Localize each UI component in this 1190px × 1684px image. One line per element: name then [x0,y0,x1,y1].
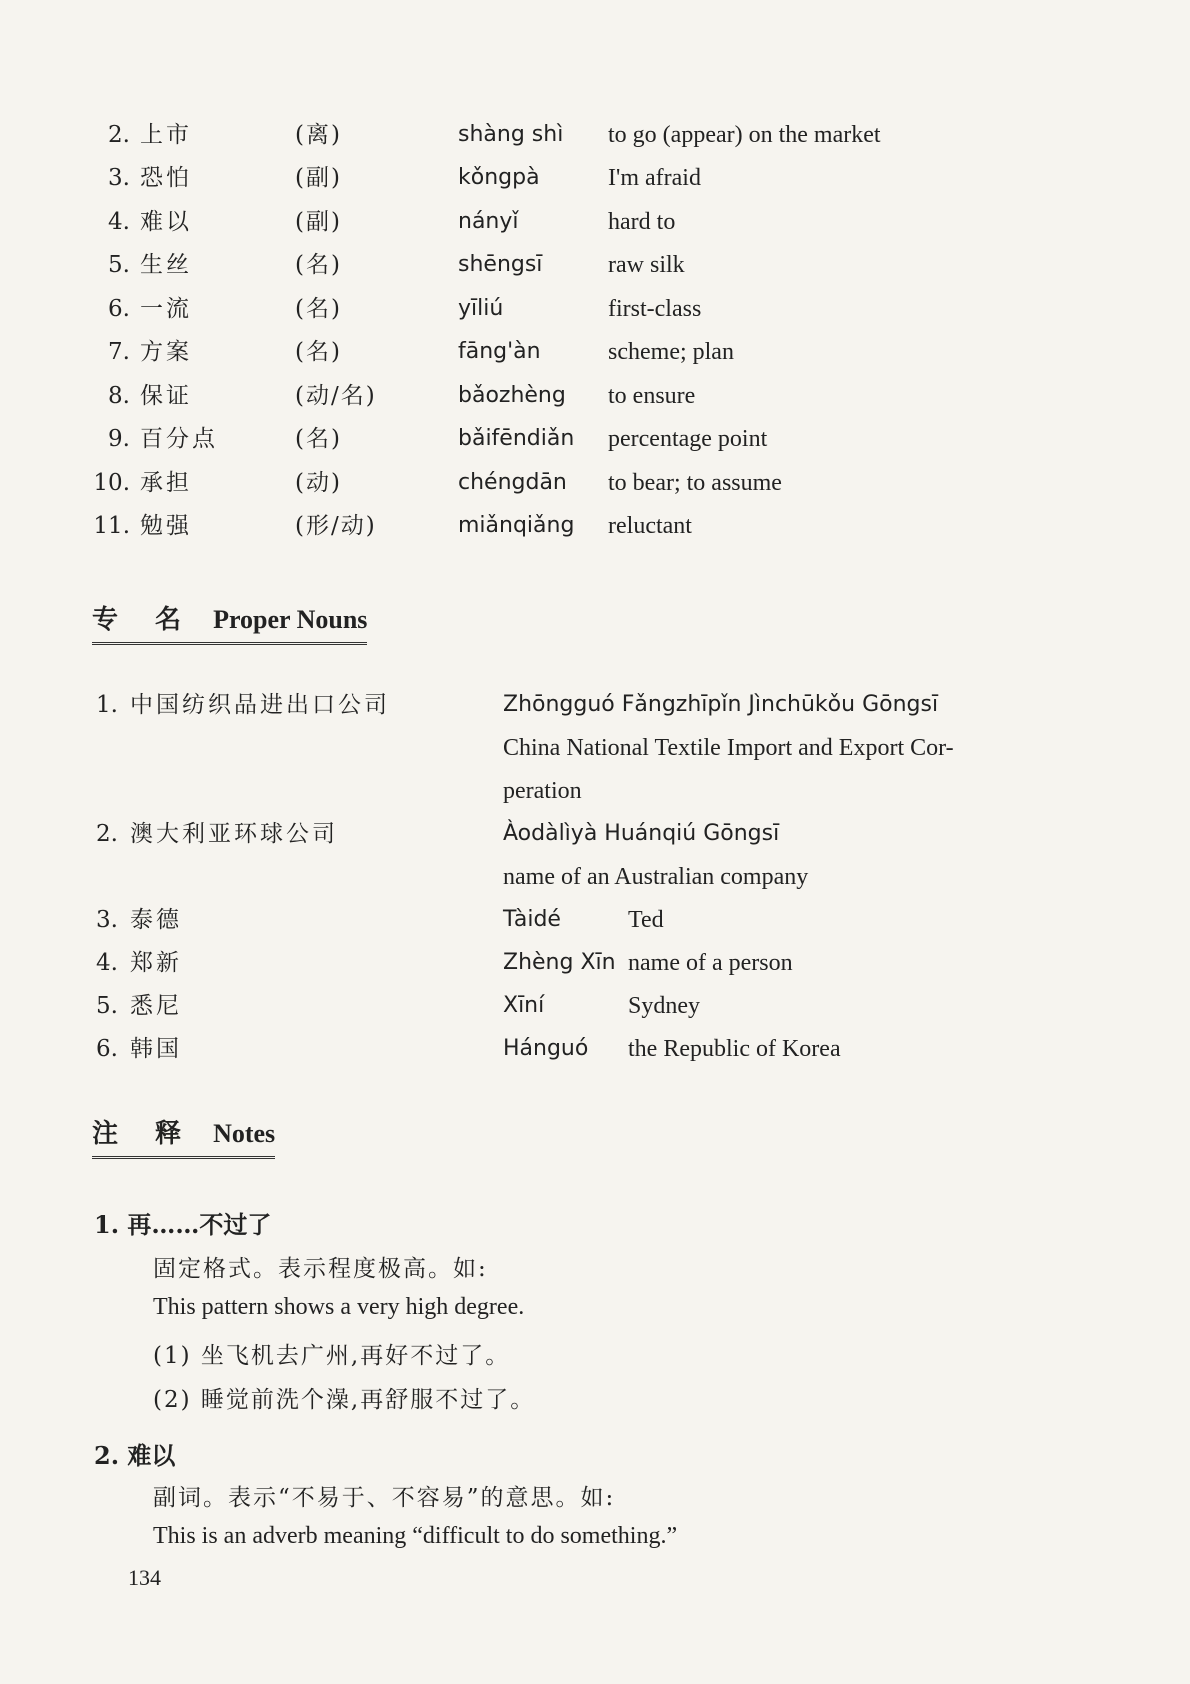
vocab-row [0,376,1190,416]
vocab-pinyin: bǎifēndiǎn [458,426,575,451]
vocab-chinese: 勉强 [140,513,192,539]
vocab-row [0,289,1190,329]
vocab-number: 6. [108,296,130,322]
proper-noun-english-line [0,857,1190,897]
vocab-pinyin: nányǐ [458,209,519,234]
vocab-part-of-speech: (动/名) [295,383,377,409]
note-title: 1. 再……不过了 [94,1210,272,1239]
vocab-row [0,463,1190,503]
heading-chinese: 注 释 [92,1119,196,1149]
vocab-number: 10. [93,470,130,496]
vocab-part-of-speech: (名) [295,252,342,278]
vocab-part-of-speech: (形/动) [295,513,377,539]
vocab-row [0,419,1190,459]
vocab-english: to go (appear) on the market [608,122,881,148]
vocab-number: 9. [108,426,130,452]
proper-noun-number: 5. [96,993,118,1019]
heading-english: Proper Nouns [213,605,368,634]
heading-english: Notes [213,1119,276,1148]
vocab-english: reluctant [608,513,692,539]
proper-noun-pinyin: Zhōngguó Fǎngzhīpǐn Jìnchūkǒu Gōngsī [503,692,939,717]
vocab-pinyin: yīliú [458,296,504,321]
proper-noun-number: 6. [96,1036,118,1062]
proper-noun-chinese: 郑新 [130,950,182,976]
proper-noun-english: Sydney [628,993,700,1019]
proper-noun-row [0,943,1190,983]
proper-noun-chinese: 悉尼 [130,993,182,1019]
vocab-row [0,506,1190,546]
note-title: 2. 难以 [94,1441,176,1470]
page-number: 134 [128,1565,161,1590]
vocab-number: 5. [108,252,130,278]
proper-noun-number: 3. [96,907,118,933]
vocab-chinese: 方案 [140,339,192,365]
vocab-pinyin: chéngdān [458,470,567,495]
proper-noun-pinyin: Hánguó [503,1036,589,1061]
vocab-part-of-speech: (名) [295,426,342,452]
vocab-number: 2. [108,122,130,148]
proper-noun-row [0,900,1190,940]
vocab-pinyin: miǎnqiǎng [458,513,575,538]
vocab-english: to ensure [608,383,696,409]
notes-heading [92,1112,275,1159]
proper-noun-english: peration [503,778,582,804]
vocab-row [0,332,1190,372]
vocab-part-of-speech: (名) [295,339,342,365]
proper-noun-english-line [0,771,1190,811]
vocab-number: 8. [108,383,130,409]
vocab-part-of-speech: (副) [295,209,342,235]
proper-nouns-heading [92,598,367,645]
proper-noun-number: 4. [96,950,118,976]
note-chinese-explanation: 固定格式。表示程度极高。如: [153,1256,488,1282]
vocab-english: I'm afraid [608,165,701,191]
proper-noun-english: name of an Australian company [503,864,809,890]
vocab-number: 7. [108,339,130,365]
vocab-chinese: 生丝 [140,252,192,278]
vocab-english: percentage point [608,426,768,452]
vocab-pinyin: shàng shì [458,122,564,147]
vocab-row [0,202,1190,242]
proper-noun-chinese: 韩国 [130,1036,182,1062]
heading-chinese: 专 名 [92,605,196,635]
proper-noun-number: 2. [96,821,118,847]
vocab-chinese: 恐怕 [140,165,192,191]
vocab-part-of-speech: (离) [295,122,342,148]
proper-noun-english: name of a person [628,950,793,976]
vocab-chinese: 一流 [140,296,192,322]
proper-noun-chinese: 澳大利亚环球公司 [130,821,338,847]
proper-noun-english: China National Textile Import and Export Cor- [503,735,954,761]
vocab-english: scheme; plan [608,339,734,365]
proper-noun-row [0,986,1190,1026]
vocab-pinyin: fāng'àn [458,339,541,364]
vocab-pinyin: bǎozhèng [458,383,566,408]
proper-noun-row [0,814,1190,854]
vocab-chinese: 保证 [140,383,192,409]
vocab-english: hard to [608,209,676,235]
vocab-part-of-speech: (副) [295,165,342,191]
note-chinese-explanation: 副词。表示“不易于、不容易”的意思。如: [153,1485,616,1511]
proper-noun-number: 1. [96,692,118,718]
vocab-chinese: 百分点 [140,426,218,452]
proper-noun-pinyin: Àodàlìyà Huánqiú Gōngsī [503,821,780,846]
vocab-row [0,158,1190,198]
proper-noun-chinese: 泰德 [130,907,182,933]
proper-noun-pinyin: Tàidé [503,907,561,932]
vocab-chinese: 难以 [140,209,192,235]
proper-noun-row [0,685,1190,725]
vocab-number: 3. [108,165,130,191]
note-example: (1) 坐飞机去广州,再好不过了。 [153,1343,511,1369]
note-english-explanation: This is an adverb meaning “difficult to do something.” [153,1523,678,1549]
vocab-part-of-speech: (动) [295,470,342,496]
vocab-row [0,245,1190,285]
vocab-pinyin: kǒngpà [458,165,540,190]
proper-noun-english: the Republic of Korea [628,1036,841,1062]
vocab-english: first-class [608,296,702,322]
proper-noun-chinese: 中国纺织品进出口公司 [130,692,390,718]
vocab-english: raw silk [608,252,685,278]
vocab-chinese: 承担 [140,470,192,496]
vocab-chinese: 上市 [140,122,192,148]
proper-noun-pinyin: Zhèng Xīn [503,950,616,975]
proper-noun-english-line [0,728,1190,768]
vocab-number: 11. [93,513,130,539]
vocab-number: 4. [108,209,130,235]
proper-noun-row [0,1029,1190,1069]
note-example: (2) 睡觉前洗个澡,再舒服不过了。 [153,1387,536,1413]
vocab-pinyin: shēngsī [458,252,543,277]
proper-noun-pinyin: Xīní [503,993,545,1018]
vocab-english: to bear; to assume [608,470,782,496]
vocab-row [0,115,1190,155]
proper-noun-english: Ted [628,907,664,933]
vocab-part-of-speech: (名) [295,296,342,322]
note-english-explanation: This pattern shows a very high degree. [153,1294,525,1320]
